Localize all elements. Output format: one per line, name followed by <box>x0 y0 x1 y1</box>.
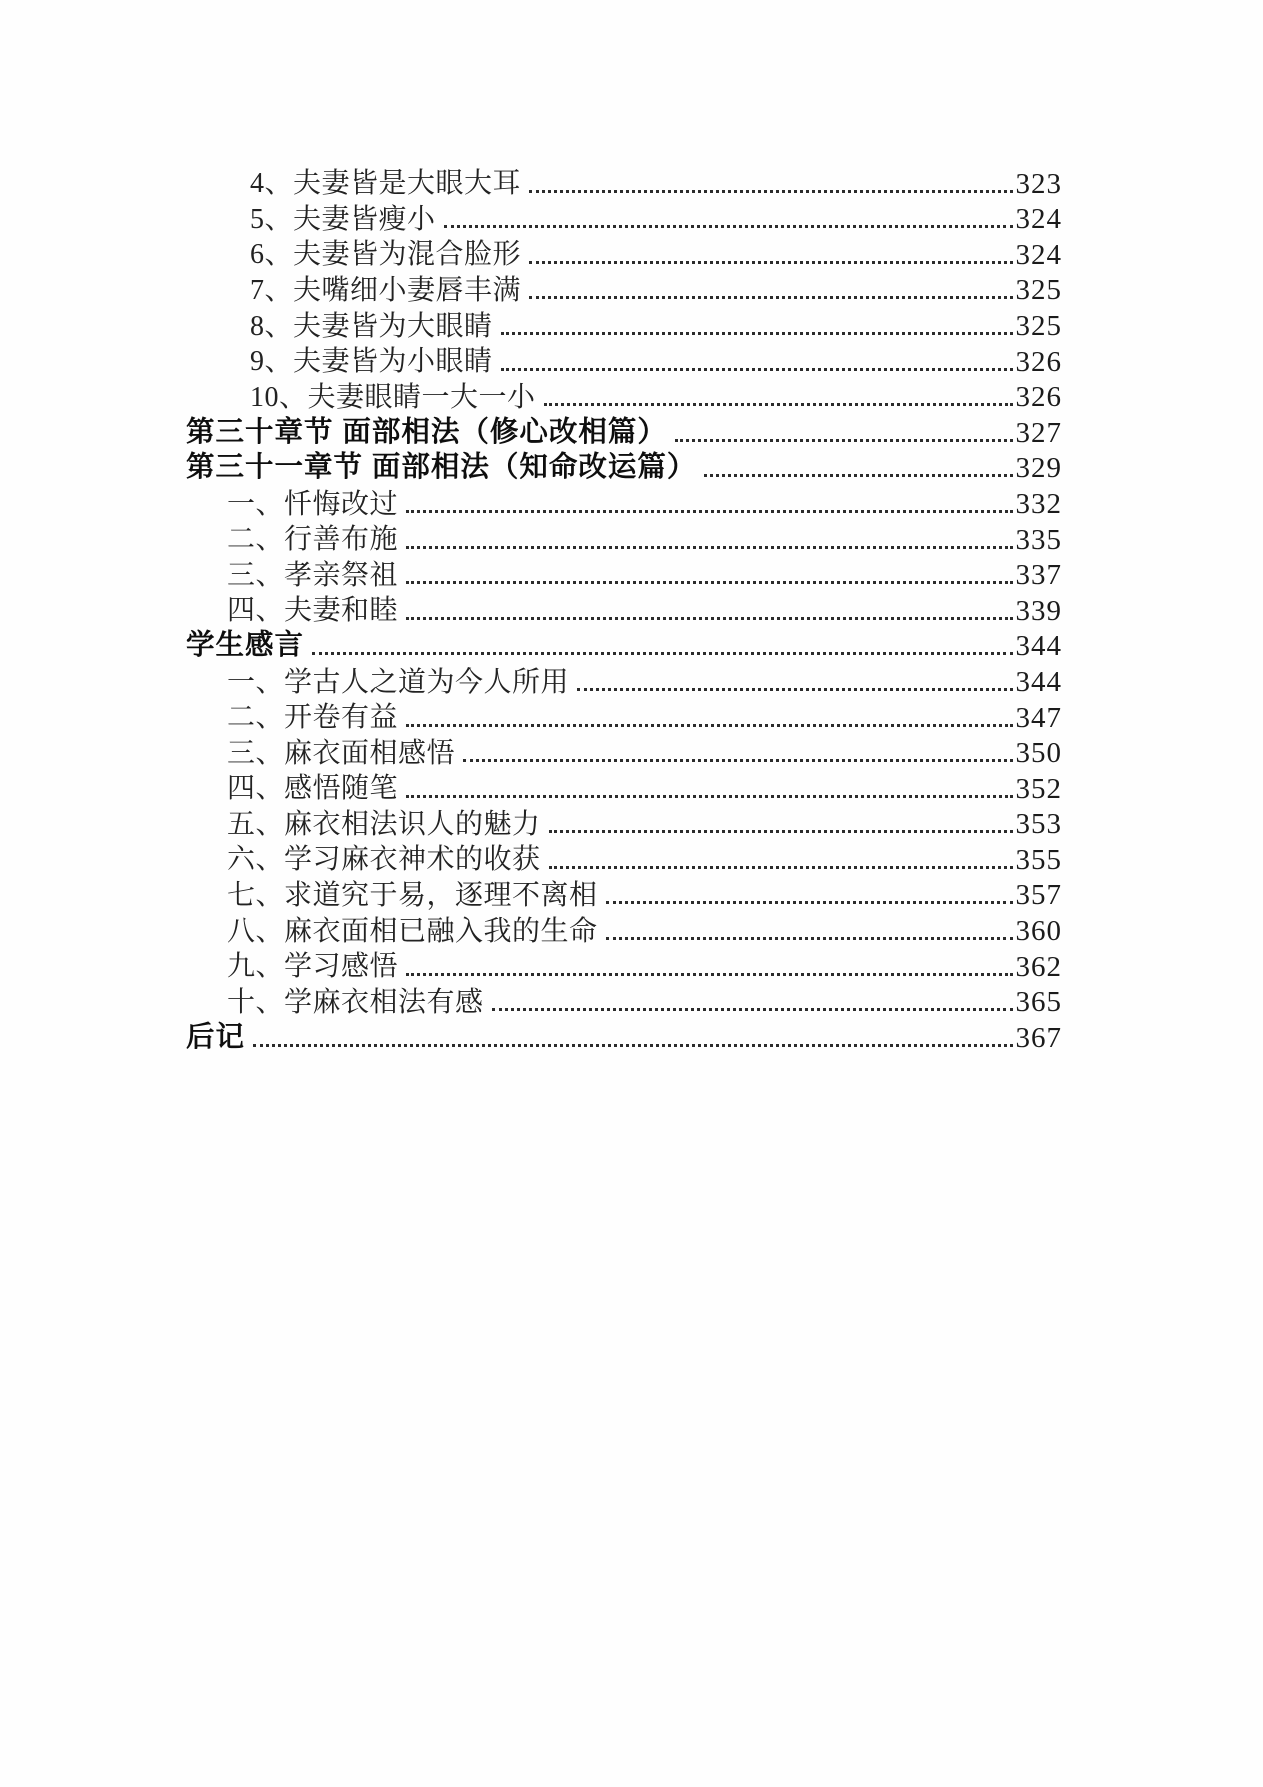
toc-entry-page: 362 <box>1015 950 1062 983</box>
toc-entry-title: 第三十一章节 面部相法（知命改运篇） <box>186 451 697 484</box>
toc-entry-page: 326 <box>1015 381 1062 414</box>
toc-entry <box>186 163 1062 199</box>
dot-leader <box>492 1008 1013 1011</box>
toc-entry-page: 325 <box>1015 274 1062 307</box>
toc-entry-title: 第三十章节 面部相法（修心改相篇） <box>186 415 667 448</box>
toc-entry-title: 六、学习麻衣神术的收获 <box>227 844 541 876</box>
toc-entry-title: 4、夫妻皆是大眼大耳 <box>250 168 522 200</box>
toc-entry <box>186 804 1062 840</box>
dot-leader <box>312 652 1012 655</box>
toc-entry-title: 二、行善布施 <box>227 524 399 556</box>
toc-entry <box>186 483 1062 519</box>
toc-entry <box>186 555 1062 591</box>
toc-entry <box>186 697 1062 733</box>
toc-entry-title: 一、学古人之道为今人所用 <box>227 666 570 698</box>
toc-entry-title: 四、感悟随笔 <box>227 773 399 805</box>
toc-entry-page: 365 <box>1015 986 1062 1019</box>
toc-entry-page: 360 <box>1015 915 1062 948</box>
toc-entry <box>186 626 1062 662</box>
toc-entry-page: 337 <box>1015 559 1062 592</box>
dot-leader <box>606 937 1013 940</box>
dot-leader <box>529 261 1012 264</box>
dot-leader <box>529 296 1012 299</box>
dot-leader <box>606 901 1013 904</box>
toc-entry-title: 三、孝亲祭祖 <box>227 559 399 591</box>
toc-list <box>186 163 1062 1053</box>
toc-entry-title: 八、麻衣面相已融入我的生命 <box>227 915 598 947</box>
toc-entry-page: 367 <box>1015 1021 1062 1054</box>
dot-leader <box>406 973 1012 976</box>
toc-entry-page: 329 <box>1015 452 1062 485</box>
toc-entry-page: 344 <box>1015 665 1062 698</box>
toc-entry <box>186 768 1062 804</box>
dot-leader <box>406 724 1012 727</box>
dot-leader <box>549 830 1013 833</box>
toc-entry-page: 323 <box>1015 167 1062 200</box>
toc-entry-title: 8、夫妻皆为大眼睛 <box>250 310 493 342</box>
toc-entry-page: 347 <box>1015 701 1062 734</box>
toc-entry <box>186 234 1062 270</box>
toc-entry-title: 6、夫妻皆为混合脸形 <box>250 239 522 271</box>
toc-entry <box>186 733 1062 769</box>
toc-entry-page: 344 <box>1015 630 1062 663</box>
dot-leader <box>406 795 1012 798</box>
toc-entry <box>186 1017 1062 1053</box>
toc-entry <box>186 839 1062 875</box>
dot-leader <box>549 866 1013 869</box>
toc-entry <box>186 590 1062 626</box>
toc-entry <box>186 661 1062 697</box>
dot-leader <box>577 688 1012 691</box>
toc-entry-title: 10、夫妻眼睛一大一小 <box>250 381 536 413</box>
toc-entry-page: 326 <box>1015 345 1062 378</box>
dot-leader <box>704 474 1012 477</box>
toc-entry <box>186 270 1062 306</box>
toc-entry <box>186 199 1062 235</box>
toc-entry-title: 5、夫妻皆瘦小 <box>250 203 436 235</box>
dot-leader <box>675 439 1013 442</box>
toc-entry-title: 7、夫嘴细小妻唇丰满 <box>250 274 522 306</box>
toc-entry <box>186 519 1062 555</box>
toc-entry <box>186 412 1062 448</box>
dot-leader <box>444 225 1013 228</box>
toc-entry-page: 332 <box>1015 487 1062 520</box>
dot-leader <box>463 759 1012 762</box>
toc-entry <box>186 875 1062 911</box>
dot-leader <box>544 403 1013 406</box>
toc-entry-page: 325 <box>1015 309 1062 342</box>
toc-entry-page: 324 <box>1015 238 1062 271</box>
dot-leader <box>501 332 1013 335</box>
toc-entry <box>186 946 1062 982</box>
toc-entry-page: 335 <box>1015 523 1062 556</box>
dot-leader <box>529 190 1012 193</box>
dot-leader <box>406 581 1012 584</box>
dot-leader <box>406 510 1012 513</box>
toc-entry <box>186 448 1062 484</box>
toc-entry-title: 后记 <box>186 1020 246 1053</box>
dot-leader <box>406 617 1012 620</box>
dot-leader <box>253 1044 1012 1047</box>
toc-entry-title: 二、开卷有益 <box>227 702 399 734</box>
toc-entry-title: 七、求道究于易，逐理不离相 <box>227 880 598 912</box>
toc-entry <box>186 341 1062 377</box>
toc-entry-page: 350 <box>1015 737 1062 770</box>
toc-entry-title: 十、学麻衣相法有感 <box>227 986 484 1018</box>
toc-entry-title: 一、忏悔改过 <box>227 488 399 520</box>
toc-entry-page: 355 <box>1015 843 1062 876</box>
toc-entry <box>186 305 1062 341</box>
toc-entry-title: 四、夫妻和睦 <box>227 595 399 627</box>
toc-entry <box>186 910 1062 946</box>
toc-entry-title: 三、麻衣面相感悟 <box>227 737 456 769</box>
toc-entry-title: 五、麻衣相法识人的魅力 <box>227 808 541 840</box>
dot-leader <box>501 368 1013 371</box>
toc-entry-page: 327 <box>1015 416 1062 449</box>
toc-entry-page: 339 <box>1015 594 1062 627</box>
toc-entry <box>186 377 1062 413</box>
dot-leader <box>406 546 1012 549</box>
toc-entry-page: 357 <box>1015 879 1062 912</box>
toc-entry-page: 352 <box>1015 772 1062 805</box>
toc-entry-title: 九、学习感悟 <box>227 951 399 983</box>
toc-entry-title: 9、夫妻皆为小眼睛 <box>250 346 493 378</box>
toc-entry-page: 353 <box>1015 808 1062 841</box>
toc-entry-page: 324 <box>1015 203 1062 236</box>
toc-entry-title: 学生感言 <box>186 629 305 662</box>
toc-entry <box>186 982 1062 1018</box>
